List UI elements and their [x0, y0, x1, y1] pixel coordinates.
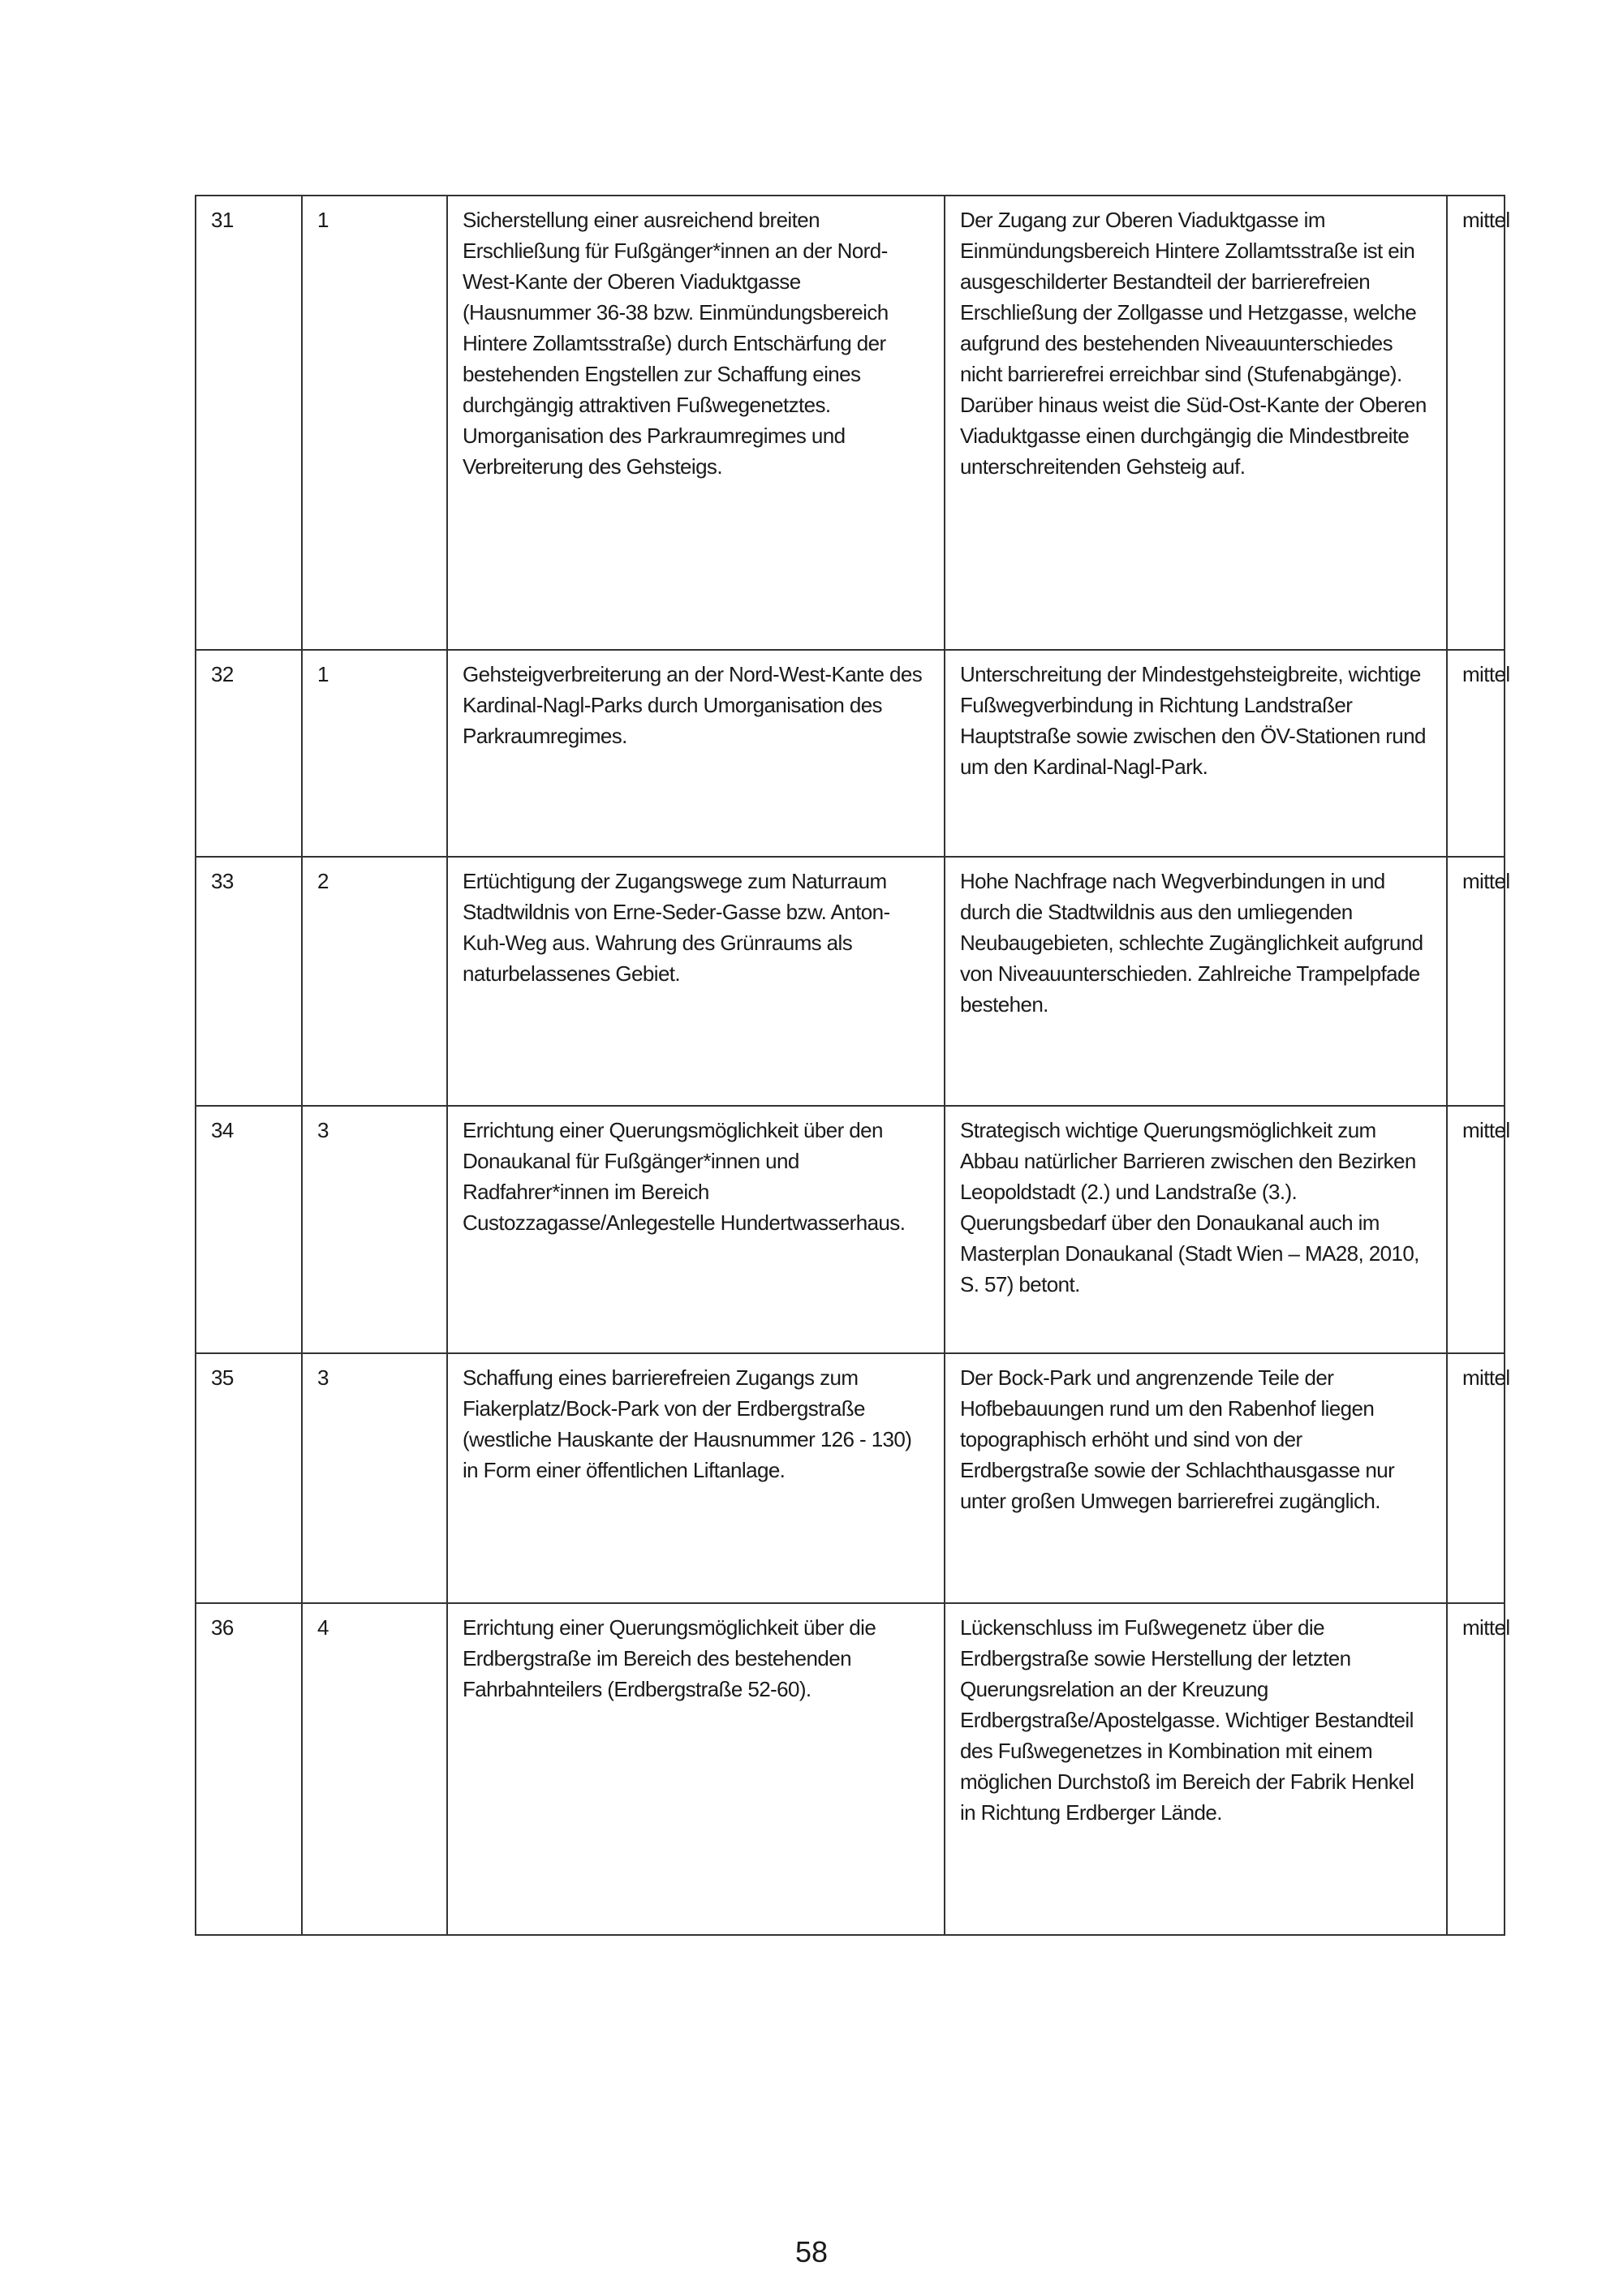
measures-table — [195, 195, 1510, 1936]
table-row — [196, 650, 1505, 857]
priority-cell: mittel — [1447, 1603, 1505, 1935]
measure-cell: Sicherstellung einer ausreichend breiten Erschließung für Fußgänger*innen an der Nord-West-Kante der Oberen Viaduktgasse (Hausnummer 36-38 bzw. Einmündungsbereich Hintere Zollamtsstraße) durch Entschärfung der bestehenden Engstellen zur Schaffung eines durchgängig attraktiven Fußwegenetztes. Umorganisation des Parkraumregimes und Verbreiterung des Gehsteigs. — [447, 196, 945, 650]
page-number: 58 — [794, 2235, 829, 2268]
area-cell: 2 — [302, 857, 447, 1106]
measure-cell: Errichtung einer Querungsmöglichkeit über die Erdbergstraße im Bereich des bestehenden Fahrbahnteilers (Erdbergstraße 52-60). — [447, 1603, 945, 1935]
table-row — [196, 196, 1505, 650]
area-cell: 3 — [302, 1353, 447, 1603]
table-row — [196, 1353, 1505, 1603]
table-row — [196, 1106, 1505, 1353]
priority-cell: mittel — [1447, 650, 1505, 857]
reason-cell: Der Zugang zur Oberen Viaduktgasse im Einmündungsbereich Hintere Zollamtsstraße ist ein ausgeschilderter Bestandteil der barrierefreien Erschließung der Zollgasse und Hetzgasse, welche aufgrund des bestehenden Niveauunterschiedes nicht barrierefrei erreichbar sind (Stufenabgänge). Darüber hinaus weist die Süd-Ost-Kante der Oberen Viaduktgasse einen durchgängig die Mindestbreite unterschreitenden Gehsteig auf. — [945, 196, 1447, 650]
priority-cell: mittel — [1447, 857, 1505, 1106]
row-number-cell: 31 — [196, 196, 302, 650]
reason-cell: Hohe Nachfrage nach Wegverbindungen in und durch die Stadtwildnis aus den umliegenden Neubaugebieten, schlechte Zugänglichkeit aufgrund von Niveauunterschieden. Zahlreiche Trampelpfade bestehen. — [945, 857, 1447, 1106]
table-row — [196, 857, 1505, 1106]
reason-cell: Der Bock-Park und angrenzende Teile der Hofbebauungen rund um den Rabenhof liegen topographisch erhöht und sind von der Erdbergstraße sowie der Schlachthausgasse nur unter großen Umwegen barrierefrei zugänglich. — [945, 1353, 1447, 1603]
row-number-cell: 35 — [196, 1353, 302, 1603]
area-cell: 3 — [302, 1106, 447, 1353]
row-number-cell: 32 — [196, 650, 302, 857]
measure-cell: Gehsteigverbreiterung an der Nord-West-Kante des Kardinal-Nagl-Parks durch Umorganisation des Parkraumregimes. — [447, 650, 945, 857]
area-cell: 4 — [302, 1603, 447, 1935]
measure-cell: Ertüchtigung der Zugangswege zum Naturraum Stadtwildnis von Erne-Seder-Gasse bzw. Anton-Kuh-Weg aus. Wahrung des Grünraums als naturbelassenes Gebiet. — [447, 857, 945, 1106]
area-cell: 1 — [302, 196, 447, 650]
measure-cell: Schaffung eines barrierefreien Zugangs zum Fiakerplatz/Bock-Park von der Erdbergstraße (westliche Hauskante der Hausnummer 126 - 130) in Form einer öffentlichen Liftanlage. — [447, 1353, 945, 1603]
area-cell: 1 — [302, 650, 447, 857]
reason-cell: Unterschreitung der Mindestgehsteigbreite, wichtige Fußwegverbindung in Richtung Landstraßer Hauptstraße sowie zwischen den ÖV-Stationen rund um den Kardinal-Nagl-Park. — [945, 650, 1447, 857]
row-number-cell: 36 — [196, 1603, 302, 1935]
reason-cell: Strategisch wichtige Querungsmöglichkeit zum Abbau natürlicher Barrieren zwischen den Bezirken Leopoldstadt (2.) und Landstraße (3.). Querungsbedarf über den Donaukanal auch im Masterplan Donaukanal (Stadt Wien – MA28, 2010, S. 57) betont. — [945, 1106, 1447, 1353]
row-number-cell: 33 — [196, 857, 302, 1106]
priority-cell: mittel — [1447, 1106, 1505, 1353]
reason-cell: Lückenschluss im Fußwegenetz über die Erdbergstraße sowie Herstellung der letzten Querungsrelation an der Kreuzung Erdbergstraße/Apostelgasse. Wichtiger Bestandteil des Fußwegenetzes in Kombination mit einem möglichen Durchstoß im Bereich der Fabrik Henkel in Richtung Erdberger Lände. — [945, 1603, 1447, 1935]
priority-cell: mittel — [1447, 1353, 1505, 1603]
measure-cell: Errichtung einer Querungsmöglichkeit über den Donaukanal für Fußgänger*innen und Radfahrer*innen im Bereich Custozzagasse/Anlegestelle Hundertwasserhaus. — [447, 1106, 945, 1353]
priority-cell: mittel — [1447, 196, 1505, 650]
row-number-cell: 34 — [196, 1106, 302, 1353]
table-row — [196, 1603, 1505, 1935]
